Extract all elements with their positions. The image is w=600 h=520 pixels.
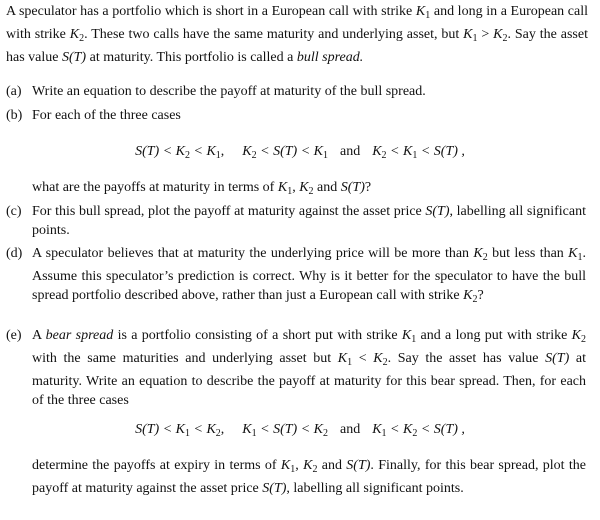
intro-paragraph: A speculator has a portfolio which is short in a European call with strike $K_1$ and long in a European call with strike $K_2$. These two calls have the same maturity and underlying asset, but $K_1 > K_2$. Say the asset has value S(T) at maturity. This portfolio is called a bull spread. — [6, 4, 588, 65]
math-st: S(T) — [61, 50, 87, 65]
item-label: (a) — [6, 84, 22, 99]
item-text: A bear spread is a portfolio consisting of a short put with strike $K_1$ and a long put with strike $K_2$ with the same maturities and underlying asset but $K_1 < K_2$. Say the asset has value S(T) at maturity. Write an equation to describe the payoff at maturity for this bear spread. Then, for each of the three cases — [32, 328, 586, 408]
item-label: (c) — [6, 204, 22, 219]
item-text: For each of the three cases — [32, 108, 181, 123]
display-equation-e: $S(T) < K_1 < K_2$, $K_1 < S(T) < K_2$ and $K_1 < K_2 < S(T)$ , — [135, 422, 465, 439]
item-text: Write an equation to describe the payoff at maturity of the bull spread. — [32, 84, 426, 99]
item-text: A speculator believes that at maturity the underlying price will be more than $K_2$ but less than $K_1$. Assume this speculator’s prediction is correct. Why is it better for the speculator to have the bull spread portfolio described above, rather than just a European call with strike $K_2$? — [32, 246, 586, 305]
item-label: (e) — [6, 328, 22, 343]
item-text: what are the payoffs at maturity in terms of $K_1$, $K_2$ and S(T)? — [32, 180, 372, 197]
display-equation-b: $S(T) < K_2 < K_1$, $K_2 < S(T) < K_1$ and $K_2 < K_1 < S(T)$ , — [135, 144, 465, 161]
emphasis-bear-spread: bear spread — [45, 328, 114, 343]
emphasis-bull-spread: bull spread. — [296, 50, 364, 65]
item-text: For this bull spread, plot the payoff at maturity against the asset price S(T), labelling all significant points. — [32, 204, 586, 238]
math-condition: $K_1 > K_2$ — [463, 27, 508, 44]
item-text: determine the payoffs at expiry in terms of $K_1$, $K_2$ and S(T). Finally, for this bear spread, plot the payoff at maturity against the asset price S(T), labelling all significant points. — [32, 458, 586, 496]
item-label: (d) — [6, 246, 23, 261]
intro-text: A speculator has a portfolio which is short in a European call with strike — [6, 4, 416, 19]
math-k1: $K_1$ — [415, 4, 431, 21]
item-label: (b) — [6, 108, 23, 123]
math-k2: $K_2$ — [69, 27, 85, 44]
